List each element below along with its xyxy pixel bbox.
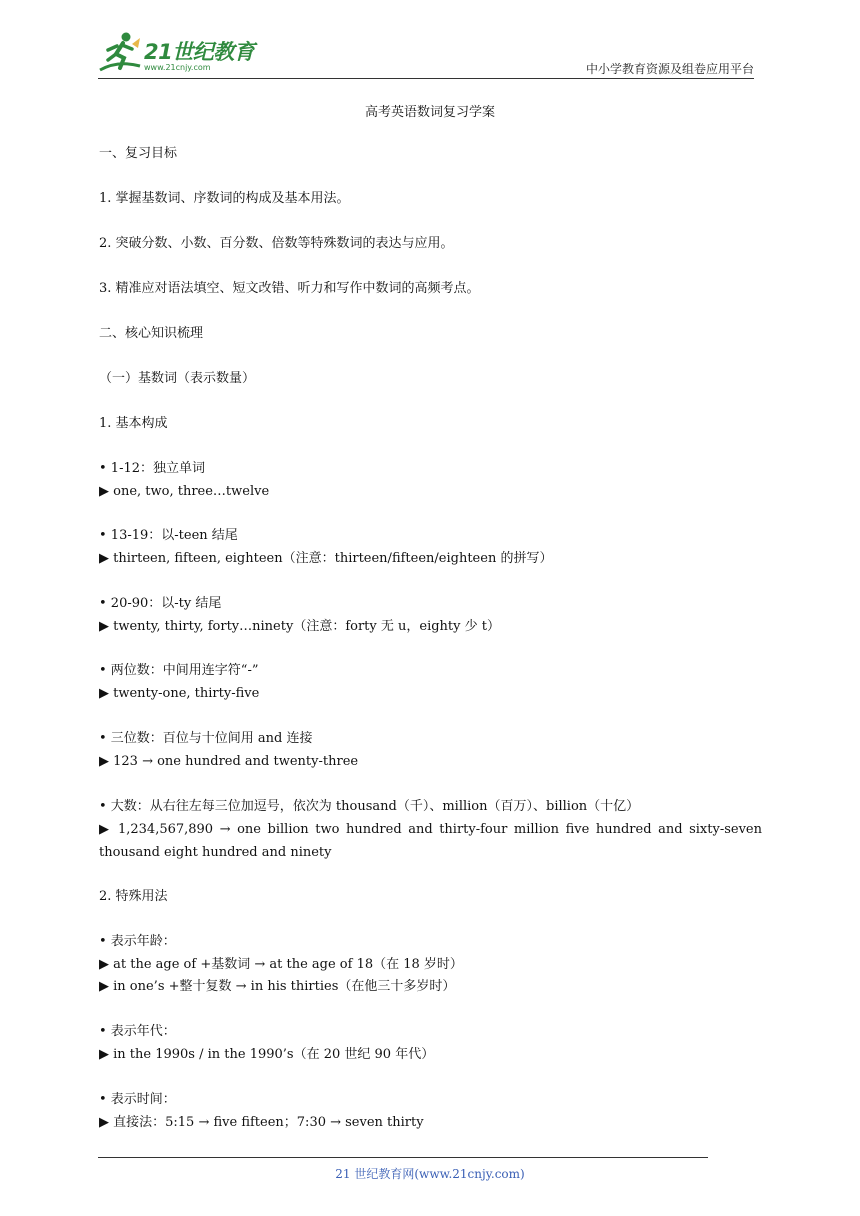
section-heading: 一、复习目标 xyxy=(99,146,178,161)
example-item: ▶ twenty, thirty, forty…ninety（注意：forty 无 u，eighty 少 t） xyxy=(99,619,500,634)
bullet-item: • 三位数：百位与十位间用 and 连接 xyxy=(99,731,313,746)
subsection-heading: （一）基数词（表示数量） xyxy=(99,371,256,386)
goal-item: 2. 突破分数、小数、百分数、倍数等特殊数词的表达与应用。 xyxy=(99,236,454,251)
bullet-item: • 表示时间： xyxy=(99,1092,176,1107)
header-tagline: 中小学教育资源及组卷应用平台 xyxy=(585,62,754,76)
example-item: ▶ at the age of +基数词 → at the age of 18（在 18 岁时） xyxy=(99,957,463,972)
bullet-item: • 20-90：以-ty 结尾 xyxy=(99,596,222,611)
runner-icon xyxy=(96,30,142,76)
bullet-item: • 两位数：中间用连字符“-” xyxy=(99,663,259,678)
goal-item: 3. 精准应对语法填空、短文改错、听力和写作中数词的高频考点。 xyxy=(99,281,480,296)
example-item: ▶ in the 1990s / in the 1990’s（在 20 世纪 90 年代） xyxy=(99,1047,435,1062)
site-logo xyxy=(96,30,266,78)
example-item: ▶ 123 → one hundred and twenty-three xyxy=(99,754,359,769)
footer-divider xyxy=(98,1157,708,1158)
example-item: ▶ 直接法：5:15 → five fifteen；7:30 → seven thirty xyxy=(99,1115,424,1130)
logo-text: 21世纪教育 xyxy=(144,40,255,64)
example-item: ▶ one, two, three…twelve xyxy=(99,484,270,499)
topic-heading: 2. 特殊用法 xyxy=(99,889,168,904)
example-item: ▶ thirteen, fifteen, eighteen（注意：thirteen/fifteen/eighteen 的拼写） xyxy=(99,551,553,566)
bullet-item: • 1-12：独立单词 xyxy=(99,461,206,476)
example-item: ▶ twenty-one, thirty-five xyxy=(99,686,260,701)
bullet-item: • 表示年代： xyxy=(99,1024,176,1039)
bullet-item: • 13-19：以-teen 结尾 xyxy=(99,528,238,543)
example-item: ▶ in one’s +整十复数 → in his thirties（在他三十多岁时） xyxy=(99,979,456,994)
document-title: 高考英语数词复习学案 xyxy=(364,105,495,120)
example-item: ▶ 1,234,567,890 → one billion two hundred and thirty-four million five hundred and sixty-seven xyxy=(99,822,762,837)
header-divider xyxy=(98,78,754,79)
page-header xyxy=(0,0,860,80)
goal-item: 1. 掌握基数词、序数词的构成及基本用法。 xyxy=(99,191,350,206)
footer-text: 21 世纪教育网(www.21cnjy.com) xyxy=(335,1167,525,1181)
topic-heading: 1. 基本构成 xyxy=(99,416,168,431)
example-continuation: thousand eight hundred and ninety xyxy=(99,845,332,860)
section-heading: 二、核心知识梳理 xyxy=(99,326,204,341)
bullet-item: • 表示年龄： xyxy=(99,934,176,949)
bullet-item: • 大数：从右往左每三位加逗号，依次为 thousand（千）、million（百万）、billion（十亿） xyxy=(99,799,640,814)
logo-url: www.21cnjy.com xyxy=(144,63,211,72)
